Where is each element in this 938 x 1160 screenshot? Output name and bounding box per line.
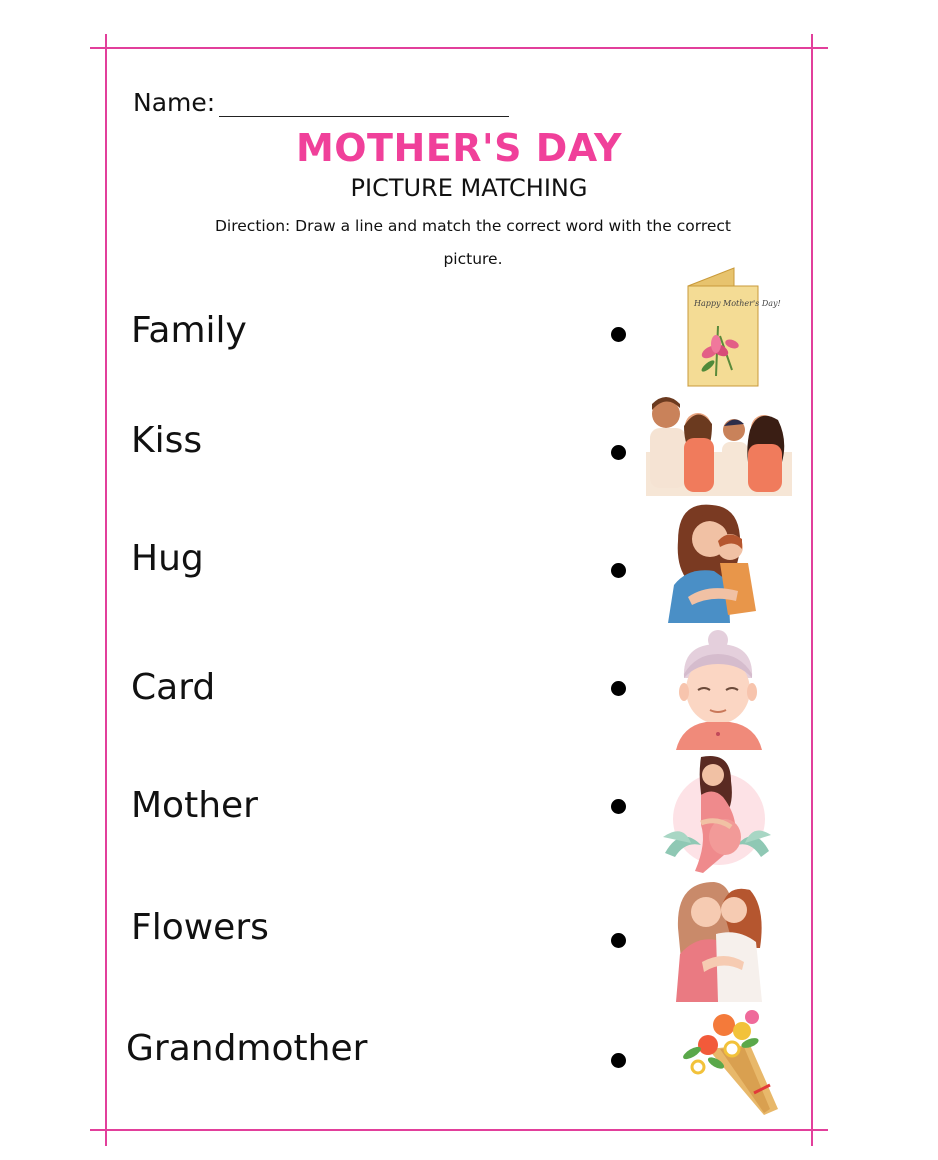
card-picture [680, 266, 781, 390]
grandmother-picture [676, 628, 762, 750]
word-card: Card [131, 667, 216, 708]
hug-picture [668, 501, 760, 623]
pregnant-mother-picture [661, 753, 773, 877]
word-mother: Mother [131, 785, 258, 826]
match-dot[interactable] [611, 1053, 626, 1068]
word-kiss: Kiss [131, 420, 203, 461]
word-family: Family [131, 310, 247, 351]
match-dot[interactable] [611, 327, 626, 342]
word-hug: Hug [131, 538, 204, 579]
match-dot[interactable] [611, 933, 626, 948]
word-flowers: Flowers [131, 907, 269, 948]
family-picture [646, 392, 792, 496]
match-dot[interactable] [611, 681, 626, 696]
word-grandmother: Grandmother [126, 1028, 368, 1069]
card-text: Happy Mother's Day! [694, 299, 781, 308]
kiss-picture [672, 878, 766, 1002]
top-border-line [90, 47, 828, 49]
bottom-border-line [90, 1129, 828, 1131]
name-label: Name: [133, 88, 216, 117]
name-blank-line[interactable] [219, 92, 509, 117]
direction-text: Direction: Draw a line and match the correct word with the correct picture. [215, 217, 731, 268]
name-field [133, 88, 509, 117]
page-title: MOTHER'S DAY [295, 126, 623, 170]
match-dot[interactable] [611, 563, 626, 578]
page-subtitle: PICTURE MATCHING [350, 174, 588, 202]
match-dot[interactable] [611, 445, 626, 460]
flowers-picture [680, 1005, 784, 1117]
match-dot[interactable] [611, 799, 626, 814]
